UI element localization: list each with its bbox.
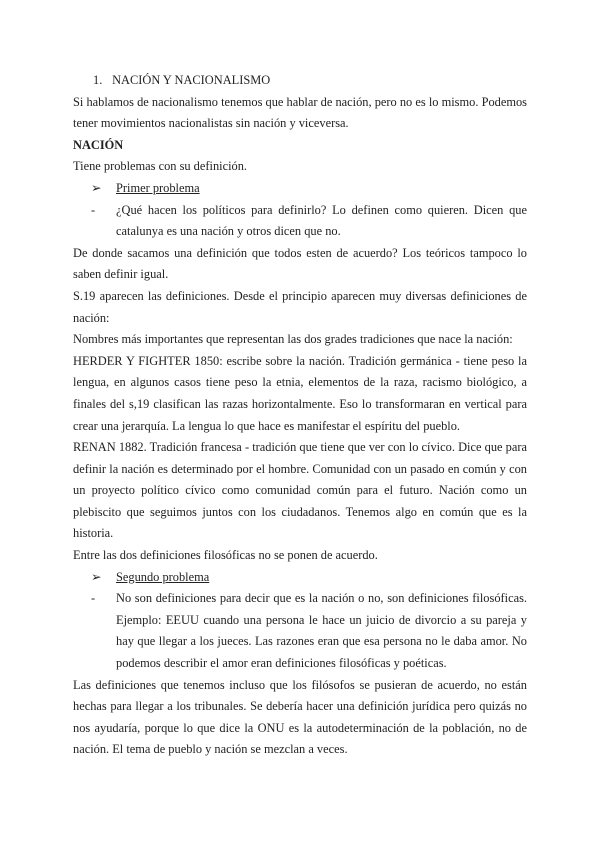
paragraph-entre: Entre las dos definiciones filosóficas no se ponen de acuerdo. [73,548,378,563]
paragraph-renan: RENAN 1882. Tradición francesa - tradición que tiene que ver con lo cívico. Dice que para definir la nación es determinado por el hombre. Comunidad con un pasado en común y con un proyecto político cívico como comunidad común para el futuro. Nación como un plebiscito que seguimos juntos con los ciudadanos. Tenemos algo en común que es la historia. [73,440,527,541]
list-item-segundo-problema [73,567,527,589]
subheading-nacion: NACIÓN [73,137,124,152]
dash-bullet-icon: - [91,591,96,606]
arrow-bullet-icon: ➢ [91,569,102,584]
paragraph-s19: S.19 aparecen las definiciones. Desde el principio aparecen muy diversas definiciones de nación: [73,288,527,325]
paragraph-acuerdo: De donde sacamos una definición que todos esten de acuerdo? Los teóricos tampoco lo saben definir igual. [73,245,527,282]
list-item-dash [73,200,527,243]
arrow-bullet-icon: ➢ [91,180,102,195]
segundo-problema-text: No son definiciones para decir que es la nación o no, son definiciones filosóficas. Ejemplo: EEUU cuando una persona le hace un juicio de divorcio a su pareja y hay que llegar a los jueces. Las razones eran que esa persona no le daba amor. No podemos describir el amor eran definiciones filosóficas y poéticas. [116,591,527,671]
paragraph-nombres: Nombres más importantes que representan las dos grades tradiciones que nace la nación: [73,332,513,347]
paragraph-conclusion: Las definiciones que tenemos incluso que los filósofos se pusieran de acuerdo, no están hechas para llegar a los tribunales. Se debería hacer una definición jurídica pero quizás no nos ayudaría, porque lo que dice la ONU es la autodeterminación de la población, no de nación. El tema de pueblo y nación se mezclan a veces. [73,677,527,757]
paragraph-intro: Si hablamos de nacionalismo tenemos que hablar de nación, pero no es lo mismo. Podemos tener movimientos nacionalistas sin nación y viceversa. [73,94,527,131]
primer-problema-text: ¿Qué hacen los políticos para definirlo? Lo definen como quieren. Dicen que catalunya es una nación y otros dicen que no. [116,202,527,239]
heading-title: NACIÓN Y NACIONALISMO [112,73,271,87]
dash-bullet-icon: - [91,202,96,217]
paragraph-herder: HERDER Y FIGHTER 1850: escribe sobre la nación. Tradición germánica - tiene peso la lengua, en algunos casos tiene peso la etnia, elementos de la raza, racismo biológico, a finales del s,19 clasifican las razas horizontalmente. Eso lo transformaran en vertical para crear una jerarquía. La lengua lo que hace es manifestar el espíritu del pueblo. [73,353,527,433]
heading-number: 1. [93,73,103,87]
paragraph-problems: Tiene problemas con su definición. [73,159,248,174]
section-heading [73,70,527,92]
list-item-primer-problema [73,178,527,200]
segundo-problema-title: Segundo problema [116,569,210,584]
list-item-dash [73,588,527,674]
primer-problema-title: Primer problema [116,180,200,195]
